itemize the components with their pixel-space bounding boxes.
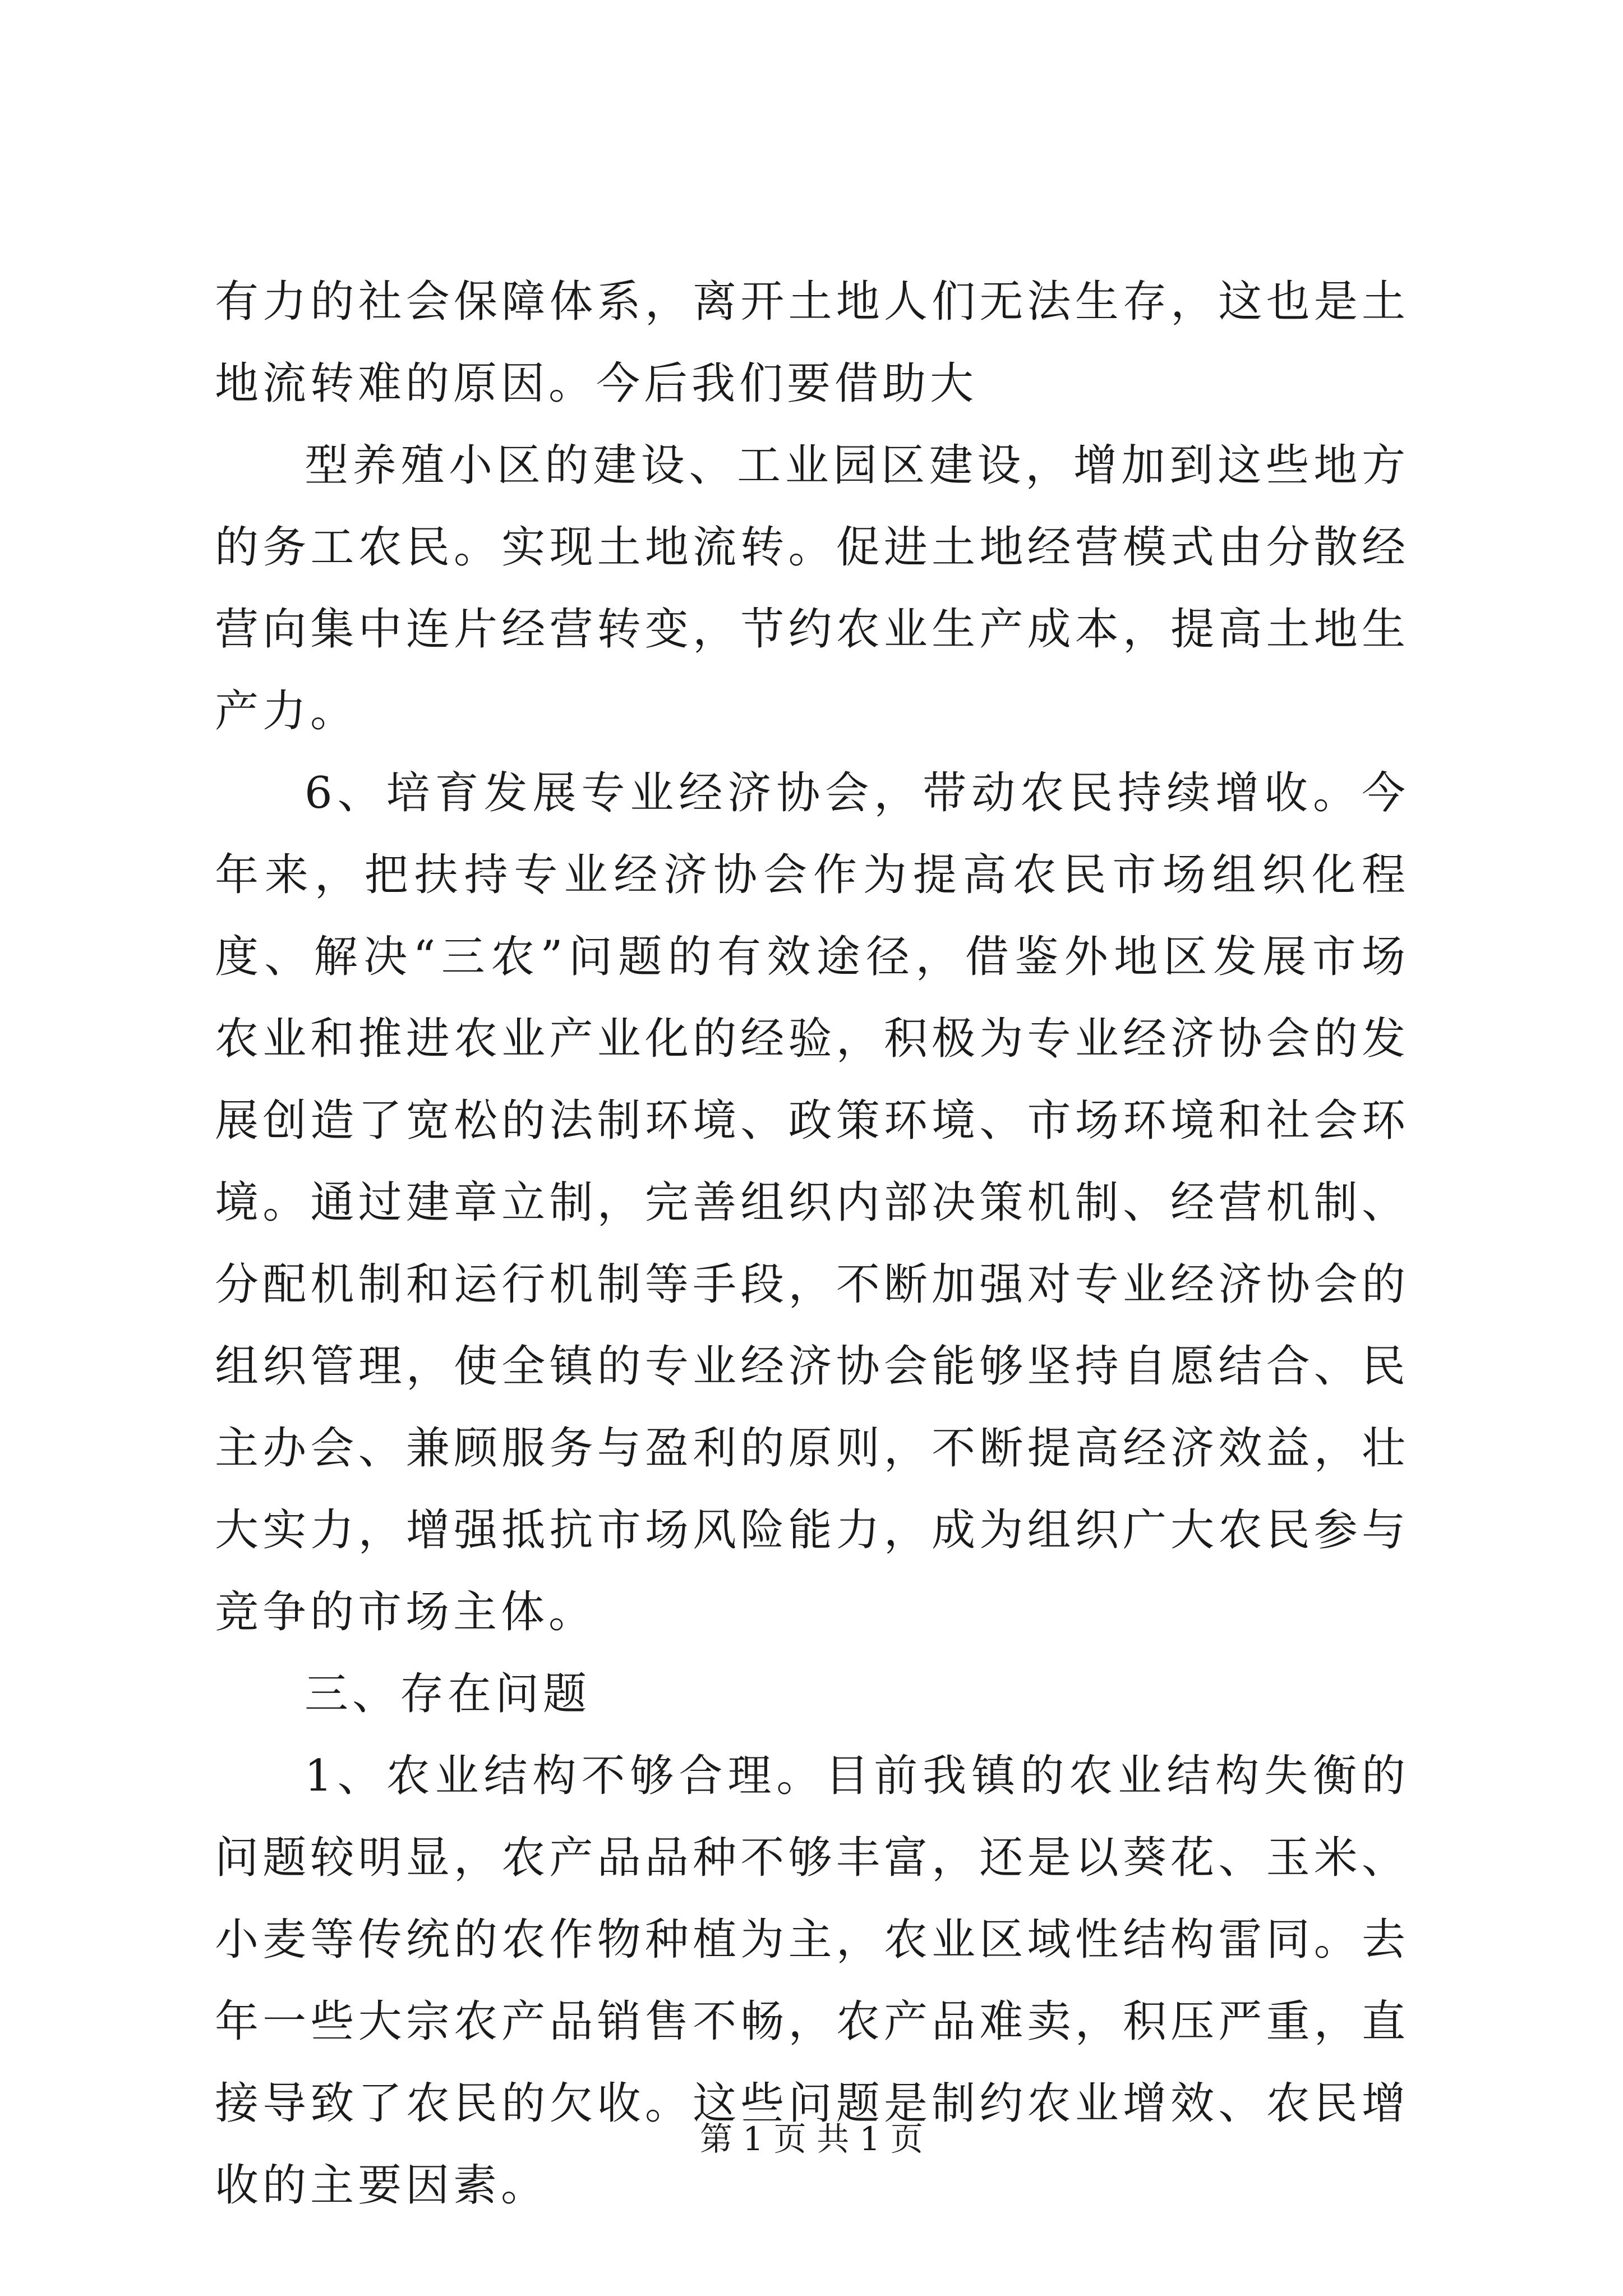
paragraph-agricultural-structure: 1、农业结构不够合理。目前我镇的农业结构失衡的问题较明显，农产品品种不够丰富，还是以葵花、玉米、小麦等传统的农作物种植为主，农业区域性结构雷同。去年一些大宗农产品销售不畅，农产品难卖，积压严重，直接导致了农民的欠收。这些问题是制约农业增效、农民增收的主要因素。 (215, 1751, 1409, 2211)
section-heading-problems: 三、存在问题 (305, 1669, 591, 1719)
page-number-footer: 第 1 页 共 1 页 (700, 2120, 923, 2158)
document-body (215, 261, 1409, 2226)
paragraph-economic-associations: 6、培育发展专业经济协会，带动农民持续增收。今年来，把扶持专业经济协会作为提高农民市场组织化程度、解决“三农”问题的有效途径，借鉴外地区发展市场农业和推进农业产业化的经验，积极为专业经济协会的发展创造了宽松的法制环境、政策环境、市场环境和社会环境。通过建章立制，完善组织内部决策机制、经营机制、分配机制和运行机制等手段，不断加强对专业经济协会的组织管理，使全镇的专业经济协会能够坚持自愿结合、民主办会、兼顾服务与盈利的原则，不断提高经济效益，壮大实力，增强抵抗市场风险能力，成为组织广大农民参与竞争的市场主体。 (215, 768, 1409, 1637)
paragraph-continuation: 有力的社会保障体系，离开土地人们无法生存，这也是土地流转难的原因。今后我们要借助大 (215, 277, 1409, 409)
paragraph-land-transfer: 型养殖小区的建设、工业园区建设，增加到这些地方的务工农民。实现土地流转。促进土地经营模式由分散经营向集中连片经营转变，节约农业生产成本，提高土地生产力。 (215, 440, 1409, 737)
